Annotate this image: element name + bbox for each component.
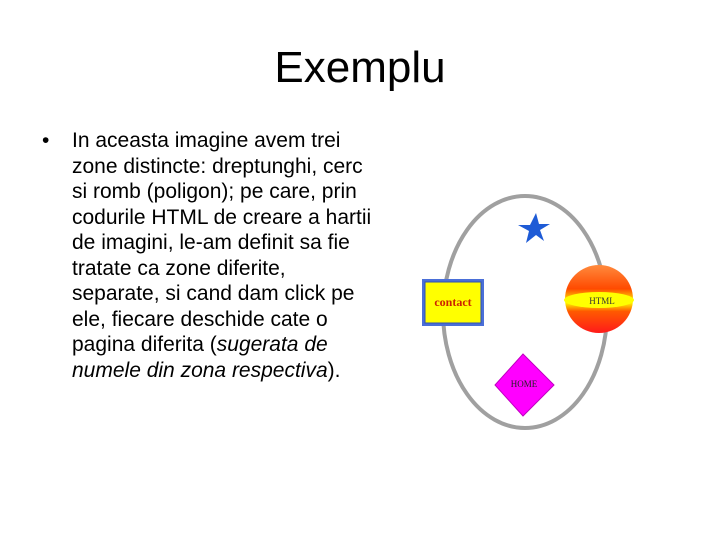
bullet-text [72, 128, 372, 383]
slide-title: Exemplu [274, 43, 446, 92]
circle-area-html[interactable] [564, 265, 634, 333]
rect-area-label: contact [434, 295, 472, 309]
circle-area-label: HTML [589, 296, 615, 306]
bullet-text-part2: ). [327, 358, 341, 382]
bullet-text-italic: sugerata de numele din zona respectiva [72, 333, 328, 382]
bullet-text-part1: In aceasta imagine avem trei zone distincte: dreptunghi, cerc si romb (poligon); pe care, prin codurile HTML de creare a hartii de imagini, le-am definit sa fie tratate ca zone diferite, separate, si cand dam click pe ele, fiecare deschide cate o pagina diferita ( [72, 129, 372, 356]
diamond-area-label: HOME [510, 379, 538, 389]
star-icon[interactable] [518, 213, 550, 243]
image-map-figure [410, 188, 650, 438]
diamond-area-home[interactable] [495, 354, 554, 416]
rect-area-contact[interactable] [422, 279, 484, 326]
bullet-marker: • [42, 129, 50, 152]
